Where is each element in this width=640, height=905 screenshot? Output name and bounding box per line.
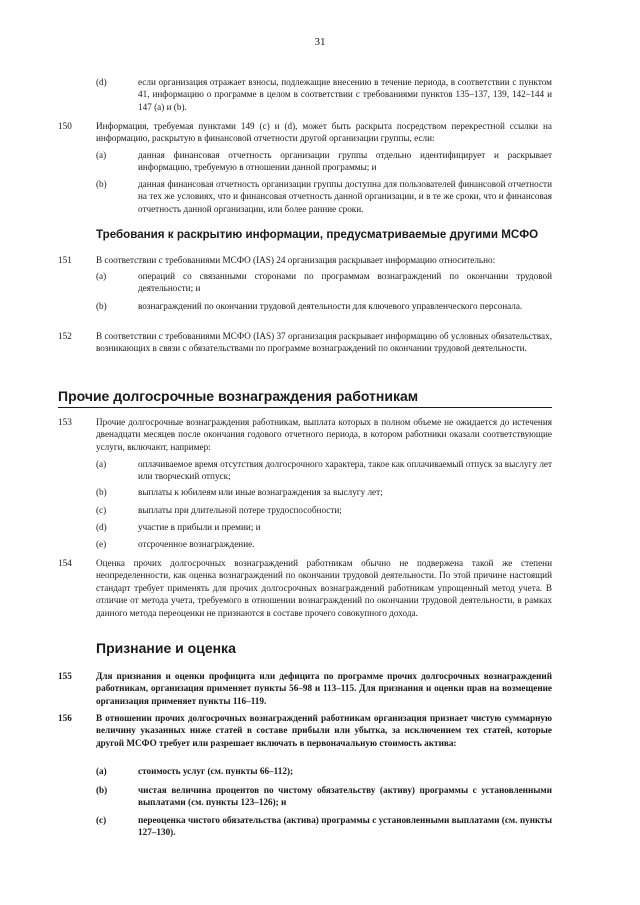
item-label-153b: (b) (96, 487, 107, 497)
paragraph-number-153: 153 (58, 417, 72, 427)
paragraph-text-153: Прочие долгосрочные вознаграждения работникам, выплата которых в полном объеме не ожидается до истечения двенадцати месяцев после окончания годового отчетного периода, в котором работники оказали соответствующие услуги, включают, например: (96, 417, 552, 452)
paragraph-text-152: В соответствии с требованиями МСФО (IAS) 37 организация раскрывает информацию об условных обязательствах, возникающих в связи с обязательствами по программе вознаграждений по окончании трудовой деятельности. (96, 331, 552, 354)
item-text-153d: участие в прибыли и премии; и (138, 522, 261, 532)
section-heading-recognition: Признание и оценка (96, 640, 236, 656)
item-text-156a: стоимость услуг (см. пункты 66–112); (138, 766, 294, 776)
item-text-153a: оплачиваемое время отсутствия долгосрочного характера, такое как оплачиваемый отпуск за выслугу лет или творческий отпуск; (138, 459, 552, 482)
paragraph-text-150: Информация, требуемая пунктами 149 (c) и (d), может быть раскрыта посредством перекрестной ссылки на информацию, раскрытую в финансовой отчетности другой организации группы, если: (96, 121, 552, 144)
paragraph-number-150: 150 (58, 121, 72, 131)
item-label-156a: (a) (96, 766, 107, 776)
item-text-150a: данная финансовая отчетность организации группы отдельно идентифицирует и раскрывает информацию, требуемую в отношении данной программы; и (138, 150, 552, 173)
item-label-156c: (c) (96, 815, 107, 825)
item-label-151b: (b) (96, 301, 107, 311)
item-label-156b: (b) (96, 785, 108, 795)
item-label-149d: (d) (96, 77, 107, 87)
item-label-153a: (a) (96, 459, 107, 469)
item-label-153e: (e) (96, 539, 107, 549)
paragraph-number-156: 156 (58, 713, 72, 723)
paragraph-text-155: Для признания и оценки профицита или дефицита по программе прочих долгосрочных вознаграждений работникам, организация применяет пункты 56–98 и 113–115. Для признания и оценки прав на возмещение организация применяет пункты 116–119. (96, 671, 552, 706)
paragraph-text-156: В отношении прочих долгосрочных вознаграждений работникам организация признает чистую суммарную величину указанных ниже статей в составе прибыли или убытка, за исключением тех статей, которые другой МСФО требует или разрешает включать в первоначальную стоимость актива: (96, 713, 552, 748)
page-number: 31 (314, 36, 326, 48)
item-text-150b: данная финансовая отчетность организации группы доступна для пользователей финансовой отчетности на тех же условиях, что и финансовая отчетность данной организации, и в те же сроки, что и финансовая отчетность данной организации, или более ранние сроки. (138, 179, 552, 214)
section-heading-other-long-term: Прочие долгосрочные вознаграждения работникам (58, 388, 419, 404)
heading-underline (58, 407, 552, 408)
item-text-151a: операций со связанными сторонами по программам вознаграждений по окончании трудовой деятельности; и (138, 271, 552, 294)
paragraph-text-154: Оценка прочих долгосрочных вознаграждений работникам обычно не подвержена такой же степени неопределенности, как оценка вознаграждений по окончании трудовой деятельности. По этой причине настоящий стандарт требует применять для прочих долгосрочных вознаграждений работникам упрощенный метод учета. В отличие от метода учета, требуемого в отношении вознаграждений по окончании трудовой деятельности, в рамках данного метода переоценки не признаются в составе прочего совокупного дохода. (96, 558, 552, 618)
item-text-153b: выплаты к юбилеям или иные вознаграждения за выслугу лет; (138, 487, 383, 497)
item-text-153c: выплаты при длительной потере трудоспособности; (138, 505, 342, 515)
item-label-151a: (a) (96, 271, 107, 281)
paragraph-number-155: 155 (58, 671, 72, 681)
item-text-149d: если организация отражает взносы, подлежащие внесению в течение периода, в соответствии с пунктом 41, информацию о программе в целом в соответствии с требованиями пунктов 135–137, 139, 142–144 и 147 (a) и (b). (138, 77, 552, 112)
item-label-153c: (c) (96, 505, 107, 515)
paragraph-text-151: В соответствии с требованиями МСФО (IAS) 24 организация раскрывает информацию относительно: (96, 255, 496, 265)
item-label-150b: (b) (96, 179, 107, 189)
paragraph-number-152: 152 (58, 331, 72, 341)
paragraph-number-154: 154 (58, 558, 72, 568)
item-text-156c: переоценка чистого обязательства (актива) программы с установленными выплатами (см. пункты 127–130). (138, 815, 552, 838)
item-text-151b: вознаграждений по окончании трудовой деятельности для ключевого управленческого персонала. (138, 301, 523, 311)
item-label-150a: (a) (96, 150, 107, 160)
item-label-153d: (d) (96, 522, 107, 532)
paragraph-number-151: 151 (58, 255, 72, 265)
section-heading-other-ifrs: Требования к раскрытию информации, предусматриваемые другими МСФО (96, 228, 539, 241)
item-text-153e: отсроченное вознаграждение. (138, 539, 255, 549)
item-text-156b: чистая величина процентов по чистому обязательству (активу) программы с установленными выплатами (см. пункты 123–126); и (138, 785, 552, 808)
